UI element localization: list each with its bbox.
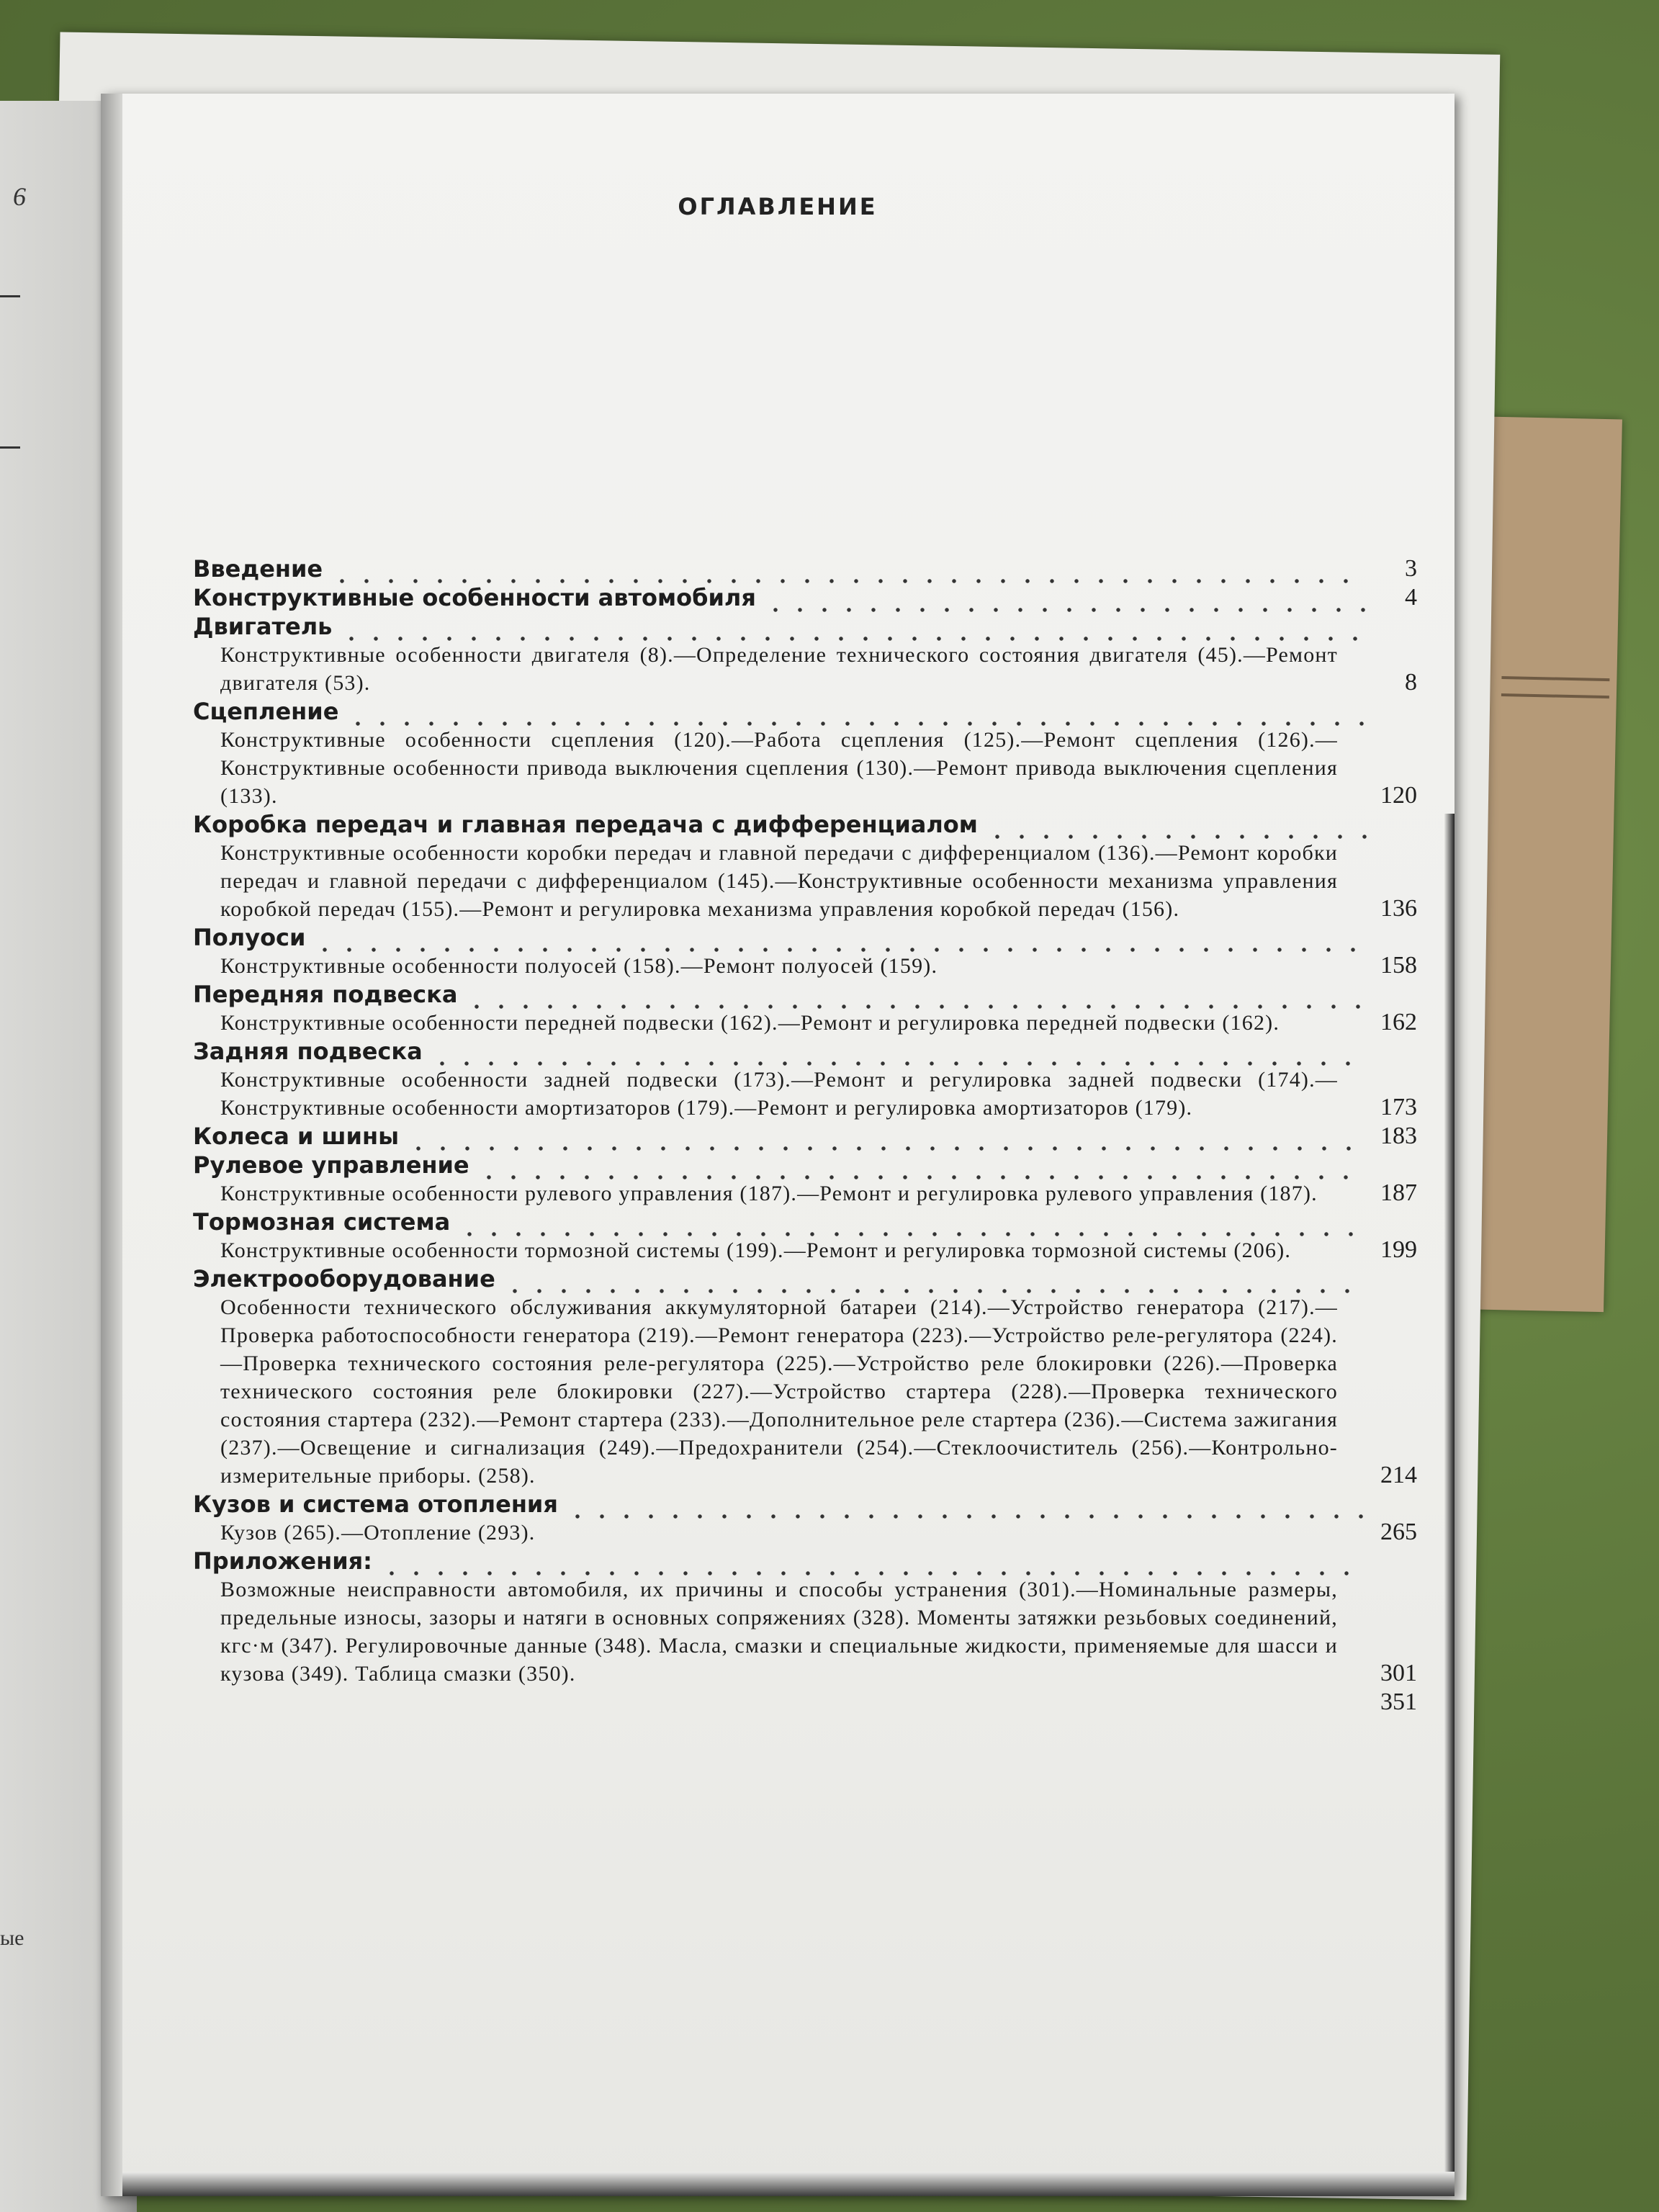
- toc-entry: [193, 1547, 1417, 1688]
- toc-entry: [193, 923, 1417, 980]
- toc-subsections: Конструктивные особенности двигателя (8).—Определение технического состояния двигателя (45).—Ремонт двигателя (53).: [220, 643, 1338, 695]
- toc-subsections: Конструктивные особенности рулевого управления (187).—Ремонт и регулировка рулевого управления (187).: [220, 1182, 1318, 1205]
- dot-leader: [313, 923, 1367, 952]
- toc-subsections: Особенности технического обслуживания аккумуляторной батареи (214).—Устройство генератора (217).—Проверка работоспособности генератора (219).—Ремонт генератора (223).—Устройство реле-регулятора (224).—Проверка технического состояния реле-регулятора (225).—Устройство реле блокировки (226).—Проверка технического состояния реле блокировки (227).—Устройство стартера (228).—Проверка технического состояния стартера (232).—Ремонт стартера (233).—Дополнительное реле стартера (236).—Система зажигания (237).—Освещение и сигнализация (249).—Предохранители (254).—Стеклоочиститель (256).—Контрольно-измерительные приборы. (258).: [220, 1295, 1338, 1488]
- toc-heading: Рулевое управление: [193, 1151, 469, 1179]
- toc-page-number: 173: [1380, 1094, 1417, 1120]
- toc-subsections: Кузов (265).—Отопление (293).: [220, 1521, 536, 1545]
- dot-leader: [763, 583, 1367, 612]
- toc-entry: [193, 1208, 1417, 1264]
- toc-subsections: Конструктивные особенности коробки передач и главной передачи с дифференциалом (136).—Ремонт коробки передач и главной передачи с дифференциалом (145).—Конструктивные особенности механизма управления коробкой передач (155).—Ремонт и регулировка механизма управления коробкой передач (156).: [220, 841, 1338, 921]
- dot-leader: [457, 1208, 1367, 1236]
- toc-entry: [193, 810, 1417, 923]
- toc-subsections: Конструктивные особенности тормозной системы (199).—Ремонт и регулировка тормозной системы (206).: [220, 1238, 1292, 1262]
- toc-entry: [193, 1490, 1417, 1547]
- toc-heading: Передняя подвеска: [193, 981, 458, 1008]
- toc-heading: Полуоси: [193, 924, 306, 951]
- toc-heading: Задняя подвеска: [193, 1038, 423, 1065]
- toc-heading: Тормозная система: [193, 1208, 451, 1236]
- dot-leader: [477, 1151, 1367, 1179]
- cardboard-line: [1501, 693, 1609, 698]
- toc-page-number: 265: [1380, 1519, 1417, 1545]
- toc-subsections: Возможные неисправности автомобиля, их причины и способы устранения (301).—Номинальные размеры, предельные износы, зазоры и натяги в основных сопряжениях (328). Моменты затяжки резьбовых соединений, кгс·м (347). Регулировочные данные (348). Масла, смазки и специальные жидкости, применяемые для шасси и кузова (349). Таблица смазки (350).: [220, 1578, 1338, 1686]
- toc-page-number: 8: [1405, 669, 1417, 696]
- toc-heading: Коробка передач и главная передача с дифференциалом: [193, 811, 978, 838]
- dot-leader: [379, 1547, 1367, 1575]
- toc-page-number: 120: [1380, 782, 1417, 809]
- toc-heading-row: [193, 554, 1417, 583]
- toc-entry: [193, 980, 1417, 1037]
- toc-entry: [193, 1037, 1417, 1122]
- toc-entry: [193, 1264, 1417, 1490]
- toc-heading: Конструктивные особенности автомобиля: [193, 584, 756, 611]
- page-right-edge: [1444, 814, 1455, 2196]
- toc-heading: Электрооборудование: [193, 1265, 495, 1292]
- dot-leader: [464, 980, 1367, 1009]
- page-bottom-edge: [122, 2172, 1455, 2196]
- dot-leader: [503, 1264, 1367, 1293]
- toc-entry: [193, 1151, 1417, 1208]
- contents-page: [101, 94, 1455, 2196]
- toc-page-number: 199: [1380, 1236, 1417, 1263]
- dot-leader: [985, 810, 1367, 839]
- table-of-contents: [193, 554, 1417, 1717]
- toc-page-number: 301: [1380, 1660, 1417, 1686]
- toc-heading: Кузов и система отопления: [193, 1491, 558, 1518]
- toc-page-number: 162: [1380, 1009, 1417, 1035]
- dot-leader: [565, 1490, 1367, 1519]
- toc-page-number: 214: [1380, 1462, 1417, 1488]
- toc-subsections: Конструктивные особенности сцепления (120).—Работа сцепления (125).—Ремонт сцепления (126).—Конструктивные особенности привода выключения сцепления (130).—Ремонт привода выключения сцепления (133).: [220, 728, 1338, 808]
- toc-entry: [193, 1122, 1417, 1151]
- toc-subsections: Конструктивные особенности передней подвески (162).—Ремонт и регулировка передней подвески (162).: [220, 1011, 1280, 1035]
- toc-heading: Приложения:: [193, 1547, 372, 1575]
- toc-final-page-number: 351: [1380, 1689, 1417, 1715]
- page-gutter-shadow: [101, 94, 122, 2196]
- toc-heading: Введение: [193, 555, 323, 583]
- cardboard-line: [1501, 676, 1609, 681]
- left-page-rule: [0, 295, 20, 297]
- toc-heading-row: [193, 1122, 1417, 1151]
- toc-heading-row: [193, 583, 1417, 612]
- toc-final-page-row: [193, 1688, 1417, 1717]
- toc-entry: [193, 583, 1417, 612]
- toc-subsections: Конструктивные особенности задней подвески (173).—Ремонт и регулировка задней подвески (174).—Конструктивные особенности амортизаторов (179).—Ремонт и регулировка амортизаторов (179).: [220, 1068, 1338, 1120]
- dot-leader: [346, 697, 1367, 726]
- page-title: ОГЛАВЛЕНИЕ: [678, 193, 878, 220]
- toc-heading: Колеса и шины: [193, 1123, 399, 1150]
- toc-heading: Двигатель: [193, 613, 333, 640]
- dot-leader: [339, 612, 1367, 641]
- toc-entry: [193, 612, 1417, 697]
- toc-page-number: 136: [1380, 895, 1417, 922]
- toc-page-number: 187: [1380, 1179, 1417, 1206]
- left-page-word-fragment: ые: [0, 1926, 24, 1950]
- toc-heading: Сцепление: [193, 698, 339, 725]
- dot-leader: [430, 1037, 1367, 1066]
- toc-entry: [193, 554, 1417, 583]
- toc-page-number: 183: [1380, 1123, 1417, 1149]
- dot-leader: [406, 1122, 1367, 1151]
- left-page-number: 6: [13, 182, 26, 211]
- toc-entry: [193, 697, 1417, 810]
- left-page-rule: [0, 446, 20, 449]
- dot-leader: [330, 554, 1367, 583]
- toc-page-number: 4: [1405, 584, 1417, 611]
- toc-subsections: Конструктивные особенности полуосей (158).—Ремонт полуосей (159).: [220, 954, 938, 978]
- toc-page-number: 3: [1405, 555, 1417, 582]
- toc-page-number: 158: [1380, 952, 1417, 979]
